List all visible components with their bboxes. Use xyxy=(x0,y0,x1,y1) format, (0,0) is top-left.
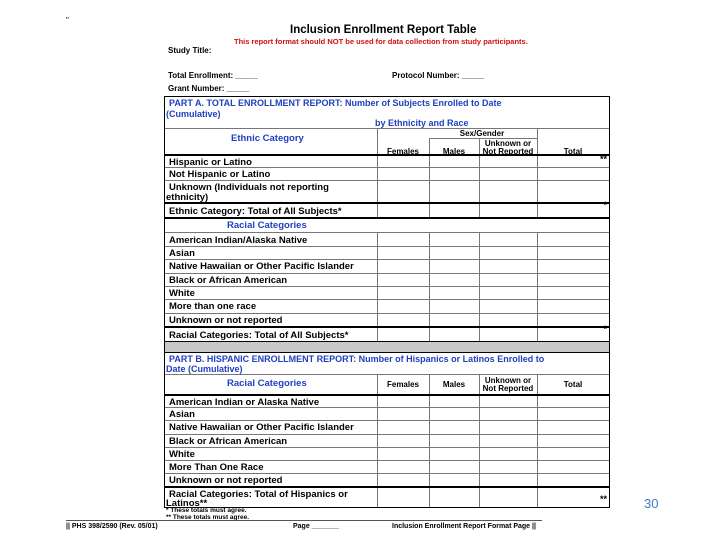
table-row: Unknown or not reported xyxy=(165,473,609,486)
part-a-header-row xyxy=(165,128,609,154)
table-row: Ethnic Category: Total of All Subjects* * xyxy=(165,202,609,217)
table-row: Not Hispanic or Latino xyxy=(165,167,609,180)
table-row: Black or African American xyxy=(165,434,609,447)
footnote-1: * These totals must agree. xyxy=(166,507,247,514)
table-row: Asian xyxy=(165,407,609,420)
part-b-heading-1: PART B. HISPANIC ENROLLMENT REPORT: Number of Hispanics or Latinos Enrolled to xyxy=(169,354,545,364)
footer-right: Inclusion Enrollment Report Format Page || xyxy=(392,523,536,530)
part-a-table xyxy=(164,96,610,342)
col-unknown-2: Not Reported xyxy=(482,147,534,156)
part-b-header-row: Racial Categories Females Males Unknown or Not Reported Total xyxy=(165,374,609,394)
part-a-heading-3: by Ethnicity and Race xyxy=(375,118,469,128)
warning-text: This report format should NOT be used for data collection from study participants. xyxy=(234,37,528,46)
table-row: Native Hawaiian or Other Pacific Islander xyxy=(165,259,609,273)
part-a-heading-2: (Cumulative) xyxy=(166,109,221,119)
racial-header-row xyxy=(165,217,609,232)
table-row: Racial Categories: Total of All Subjects* * xyxy=(165,326,609,341)
table-row: American Indian or Alaska Native xyxy=(165,394,609,407)
col-total: Total xyxy=(563,147,583,156)
col-females: Females xyxy=(386,147,420,156)
page-title: Inclusion Enrollment Report Table xyxy=(290,24,477,36)
racial-categories-header: Racial Categories xyxy=(227,220,307,231)
table-row: Racial Categories: Total of Hispanics or Latinos** ** xyxy=(165,486,609,507)
footer-page: Page _______ xyxy=(293,523,339,530)
footnote-2: ** These totals must agree. xyxy=(166,514,250,521)
total-enrollment-label: Total Enrollment: _____ xyxy=(168,71,258,80)
slide-number: 30 xyxy=(644,496,659,511)
table-row: More than one race xyxy=(165,299,609,313)
ethnic-category-header: Ethnic Category xyxy=(231,133,304,144)
table-row: Native Hawaiian or Other Pacific Islander xyxy=(165,420,609,434)
table-row: Unknown (Individuals not reporting ethnicity) xyxy=(165,180,609,202)
footer-left: || PHS 398/2590 (Rev. 05/01) xyxy=(66,523,158,530)
part-b-table xyxy=(164,352,610,508)
table-separator xyxy=(164,342,610,352)
sex-gender-header: Sex/Gender xyxy=(459,129,505,138)
protocol-number-label: Protocol Number: _____ xyxy=(392,71,485,80)
study-title-label: Study Title: xyxy=(168,46,212,55)
table-row: American Indian/Alaska Native xyxy=(165,232,609,246)
part-a-heading-1: PART A. TOTAL ENROLLMENT REPORT: Number of Subjects Enrolled to Date xyxy=(169,98,502,108)
col-males: Males xyxy=(442,147,466,156)
table-row: White xyxy=(165,447,609,460)
col-unknown-1: Unknown or xyxy=(484,139,532,148)
corner-mark: " xyxy=(66,16,69,25)
table-row: Asian xyxy=(165,246,609,259)
part-b-racial-header: Racial Categories xyxy=(227,378,307,389)
table-row: More Than One Race xyxy=(165,460,609,473)
table-row: Black or African American xyxy=(165,273,609,286)
footer-rule xyxy=(66,520,542,521)
table-row: Unknown or not reported xyxy=(165,313,609,326)
grant-number-label: Grant Number: _____ xyxy=(168,84,249,93)
table-row: Hispanic or Latino ** xyxy=(165,154,609,167)
part-b-heading-2: Date (Cumulative) xyxy=(166,364,243,374)
table-row: White xyxy=(165,286,609,299)
